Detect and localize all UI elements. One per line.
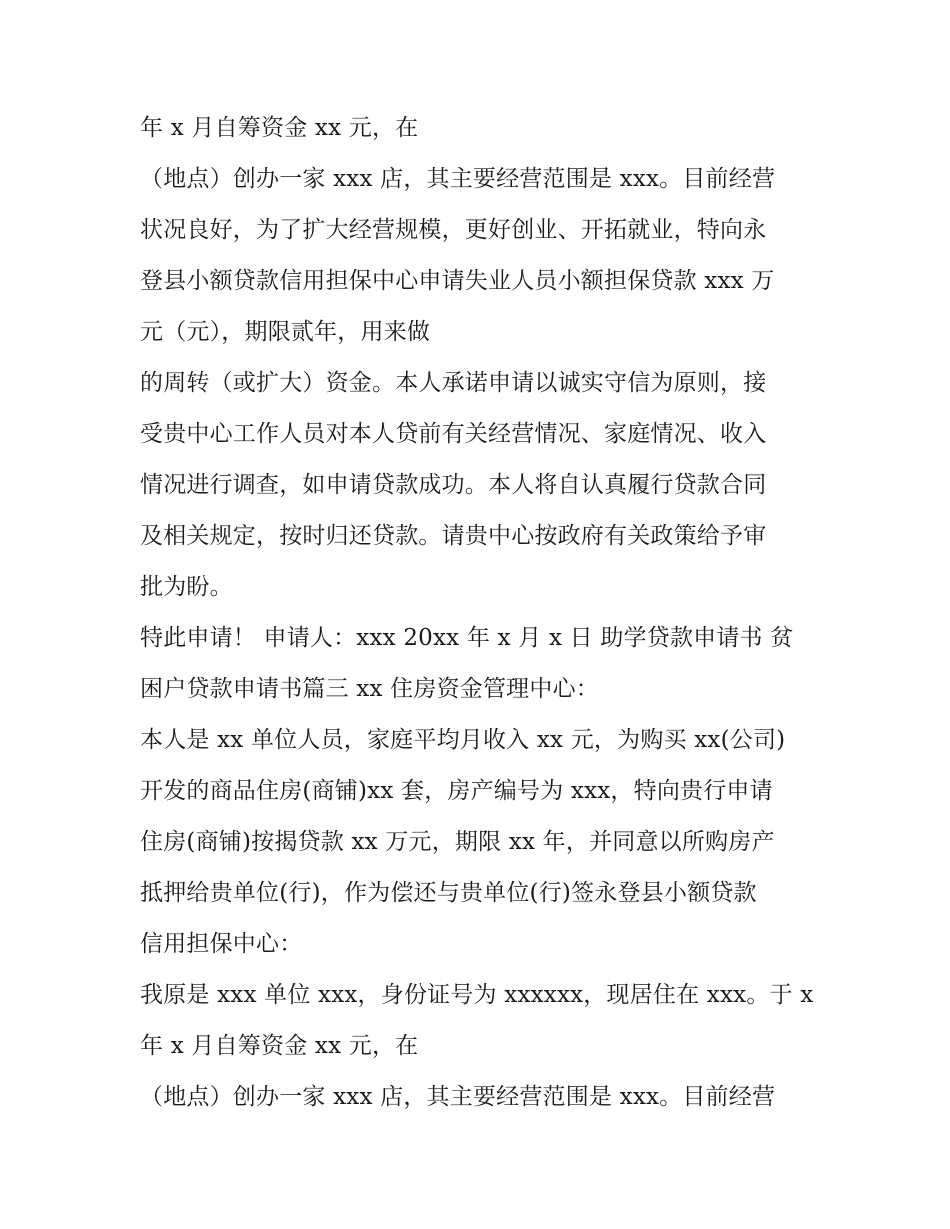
text-line: 我原是 xxx 单位 xxx，身份证号为 xxxxxx，现居住在 xxx。于 x <box>140 982 814 1008</box>
text-line: 批为盼。 <box>140 574 233 600</box>
text-line: 及相关规定，按时归还贷款。请贵中心按政府有关政策给予审 <box>140 523 767 549</box>
text-line: 抵押给贵单位(行)，作为偿还与贵单位(行)签永登县小额贷款 <box>140 880 757 906</box>
text-line: 的周转（或扩大）资金。本人承诺申请以诚实守信为原则，接 <box>140 370 767 396</box>
text-line: 情况进行调查，如申请贷款成功。本人将自认真履行贷款合同 <box>140 472 767 498</box>
text-line: 元（元），期限贰年，用来做 <box>140 319 431 345</box>
text-line: 登县小额贷款信用担保中心申请失业人员小额担保贷款 xxx 万 <box>140 268 775 294</box>
text-line: 信用担保中心： <box>140 931 303 957</box>
text-line: （地点）创办一家 xxx 店，其主要经营范围是 xxx。目前经营 <box>140 166 776 192</box>
text-line: 状况良好，为了扩大经营规模，更好创业、开拓就业，特向永 <box>140 217 767 243</box>
document-body <box>140 103 820 1123</box>
text-line: （地点）创办一家 xxx 店，其主要经营范围是 xxx。目前经营 <box>140 1084 776 1110</box>
text-line: 年 x 月自筹资金 xx 元，在 <box>140 115 419 141</box>
text-line: 困户贷款申请书篇三 xx 住房资金管理中心： <box>140 676 599 702</box>
text-line: 开发的商品住房(商铺)xx 套，房产编号为 xxx，特向贵行申请 <box>140 778 773 804</box>
text-line: 特此申请！ 申请人：xxx 20xx 年 x 月 x 日 助学贷款申请书 贫 <box>140 625 794 651</box>
text-line: 住房(商铺)按揭贷款 xx 万元，期限 xx 年，并同意以所购房产 <box>140 829 775 855</box>
text-line: 年 x 月自筹资金 xx 元，在 <box>140 1033 419 1059</box>
text-line: 受贵中心工作人员对本人贷前有关经营情况、家庭情况、收入 <box>140 421 767 447</box>
text-line: 本人是 xx 单位人员，家庭平均月收入 xx 元，为购买 xx(公司) <box>140 727 786 753</box>
